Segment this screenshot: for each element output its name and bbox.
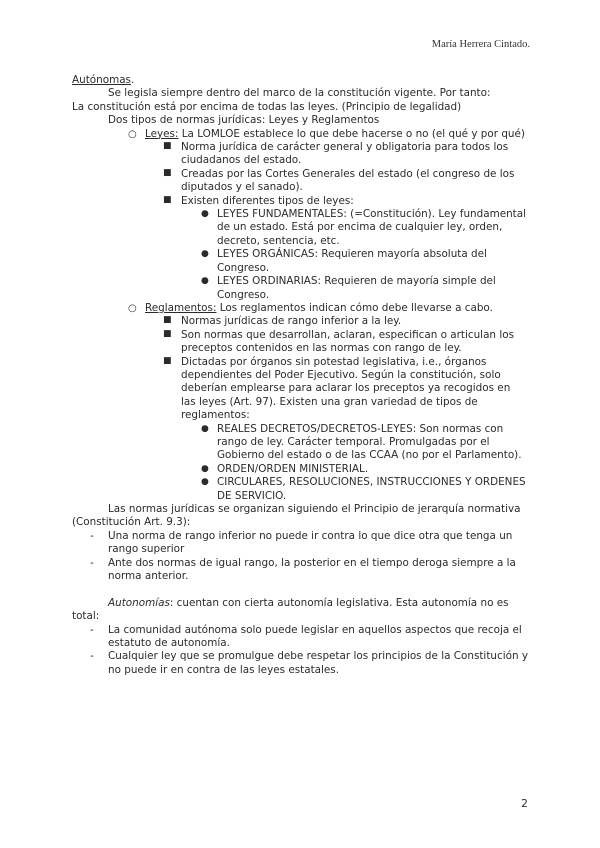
circle-bullet-icon: ○ [128, 302, 137, 314]
list-item: ■ Creadas por las Cortes Generales del estado (el congreso de los diputados y el sanado). [163, 167, 515, 194]
author-header: María Herrera Cintado. [431, 39, 530, 50]
leyes-text: La LOMLOE establece lo que debe hacerse o no (el qué y por qué) [178, 127, 525, 140]
leyes-bullets [145, 141, 528, 302]
square-bullet-icon: ■ [163, 141, 172, 152]
list-item: ■ Existen diferentes tipos de leyes: ● LEYES FUNDAMENTALES: (=Constitución). Ley fundamental de un estado. Está por encima de cualquier ley, orden, decreto, sentencia, etc. ● LEYES ORGÁNICAS: Requieren mayoría absoluta del Congreso. ● LEYES ORDINARIAS: Requieren de mayoría simple del Congreso. [163, 194, 527, 301]
intro-line-3: Dos tipos de normas jurídicas: Leyes y Reglamentos [108, 114, 380, 127]
autonomias-list [72, 624, 528, 678]
list-item: - Cualquier ley que se promulgue debe respetar los principios de la Constitución y no puede ir en contra de las leyes estatales. [90, 650, 528, 676]
list-item-leyes [128, 127, 528, 302]
reglamentos-label: Reglamentos: [145, 301, 217, 314]
reglamentos-types-list [181, 423, 528, 503]
list-item-reglamentos [128, 301, 528, 503]
list-item: ■ Son normas que desarrollan, aclaran, especifican o articulan los preceptos contenidos en las normas con rango de ley. [163, 328, 514, 355]
section-heading-autonomas: Autónomas. [72, 74, 135, 86]
list-item: - Una norma de rango inferior no puede ir contra lo que dice otra que tenga un rango superior [90, 529, 513, 556]
dash-bullet-icon: - [90, 556, 94, 569]
intro-line-2: La constitución está por encima de todas las leyes. (Principio de legalidad) [72, 100, 462, 113]
square-bullet-icon: ■ [163, 355, 172, 366]
square-bullet-icon: ■ [163, 328, 172, 339]
list-item: ● ORDEN/ORDEN MINISTERIAL. [201, 462, 369, 475]
autonomias-paragraph [72, 597, 528, 624]
autonomias-label: Autonomías [108, 596, 170, 609]
leyes-label: Leyes: [145, 127, 179, 140]
spacer [72, 583, 528, 596]
circle-bullet-icon: ○ [128, 128, 137, 140]
list-item: ● LEYES ORDINARIAS: Requieren de mayoría simple del Congreso. [201, 275, 496, 301]
jerarquia-list [72, 530, 528, 584]
page-number: 2 [521, 797, 528, 810]
list-item: ■ Normas jurídicas de rango inferior a la ley. [163, 315, 402, 328]
dot-bullet-icon: ● [201, 477, 209, 488]
autonomias-text: : cuentan con cierta autonomía legislativa. Esta autonomía no es total: [72, 596, 509, 623]
dash-bullet-icon: - [90, 529, 94, 542]
square-bullet-icon: ■ [163, 167, 172, 178]
reglamentos-bullets [145, 315, 528, 503]
list-item: - La comunidad autónoma solo puede legislar en aquellos aspectos que recoja el estatuto de autonomía. [90, 623, 522, 650]
list-item: - Ante dos normas de igual rango, la posterior en el tiempo deroga siempre a la norma anterior. [90, 556, 516, 583]
list-item: ● LEYES ORGÁNICAS: Requieren mayoría absoluta del Congreso. [201, 248, 487, 274]
square-bullet-icon: ■ [163, 315, 172, 326]
dot-bullet-icon: ● [201, 463, 209, 474]
dot-bullet-icon: ● [201, 249, 209, 260]
list-item: ■ Norma jurídica de carácter general y obligatoria para todos los ciudadanos del estado. [163, 141, 509, 167]
square-bullet-icon: ■ [163, 194, 172, 205]
leyes-types-list [181, 208, 528, 302]
list-item: ● LEYES FUNDAMENTALES: (=Constitución). Ley fundamental de un estado. Está por encima de cualquier ley, orden, decreto, sentencia, etc. [201, 208, 527, 247]
dot-bullet-icon: ● [201, 423, 209, 434]
dash-bullet-icon: - [90, 623, 94, 636]
autonomas-title: Autónomas [72, 74, 131, 86]
dot-bullet-icon: ● [201, 209, 209, 220]
norm-types-list [72, 128, 528, 503]
jerarquia-intro: Las normas jurídicas se organizan siguiendo el Principio de jerarquía normativa (Constitución Art. 9.3): [72, 503, 521, 529]
reglamentos-text: Los reglamentos indican cómo debe llevarse a cabo. [216, 301, 493, 314]
document-body [72, 74, 528, 677]
list-item: ■ Dictadas por órganos sin potestad legislativa, i.e., órganos dependientes del Poder Ejecutivo. Según la constitución, solo deberían emplearse para aclarar los preceptos ya recogidos en las leyes (Art. 97). Existen una gran variedad de tipos de reglamentos: ● REALES DECRETOS/DECRETOS-LEYES: Son normas con rango de ley. Carácter temporal. Promulgadas por el Gobierno del estado o de las CCAA (no por el Parlamento). ● ORDEN/ORDEN MINISTERIAL. ● CIRCULARES, RESOLUCIONES, INSTRUCCIONES Y ORDENES DE SERVICIO. [181, 356, 528, 503]
dash-bullet-icon: - [90, 650, 94, 663]
list-item: ● REALES DECRETOS/DECRETOS-LEYES: Son normas con rango de ley. Carácter temporal. Promulgadas por el Gobierno del estado o de las CCAA (no por el Parlamento). [201, 422, 522, 462]
dot-bullet-icon: ● [201, 276, 209, 287]
list-item: ● CIRCULARES, RESOLUCIONES, INSTRUCCIONES Y ORDENES DE SERVICIO. [201, 476, 526, 502]
intro-line-1: Se legisla siempre dentro del marco de la constitución vigente. Por tanto: [108, 87, 491, 100]
